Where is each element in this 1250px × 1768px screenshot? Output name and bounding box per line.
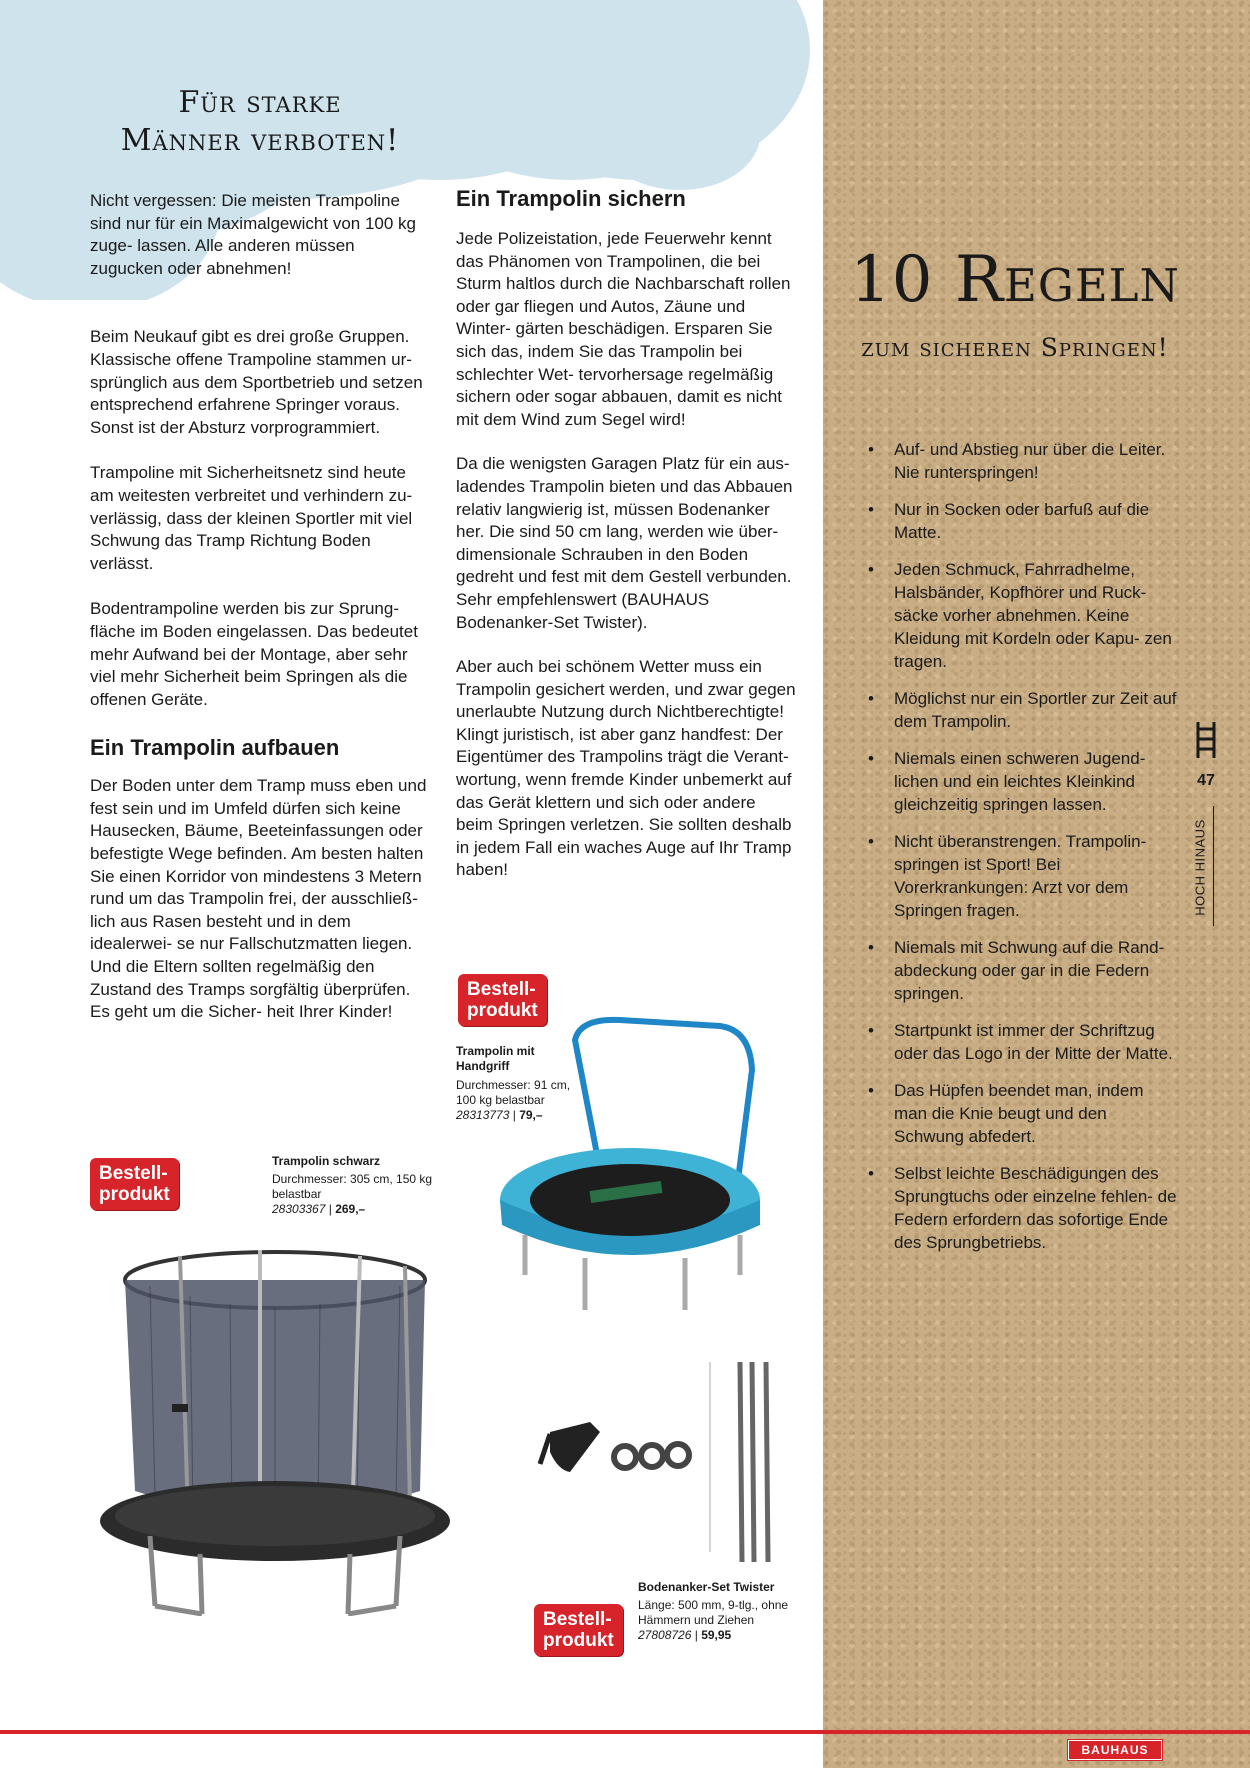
bullet-icon: • xyxy=(868,749,874,768)
paragraph-build: Der Boden unter dem Tramp muss eben und fest sein und im Umfeld dürfen sich keine Hausecken, Bäume, Beeteinfassungen oder befestigte Wege befinden. Am besten halten Sie einen Korridor von mindestens 3 Metern rund um das Trampolin frei, der ausschließ- lich aus Rasen besteht und in dem idealerwei- se nur Fallschutzmatten liegen. Und die Eltern sollten regelmäßig den Zustand des Tramps sorgfältig überprüfen. Es geht um die Sicher- heit Ihrer Kinder! xyxy=(90,776,427,1022)
bullet-icon: • xyxy=(868,832,874,851)
rule-item: • Nicht überanstrengen. Trampolin- springen ist Sport! Bei Vorerkrankungen: Arzt vor dem Springen fragen. xyxy=(868,832,1147,920)
product-price: 59,95 xyxy=(701,1628,732,1642)
ground-anchor-set-image xyxy=(530,1352,790,1592)
section-divider xyxy=(1213,806,1214,926)
rule-item: • Jeden Schmuck, Fahrradhelme, Halsbänder, Kopfhörer und Ruck- säcke vorher abnehmen. Keine Kleidung mit Kordeln oder Kapu- zen tragen. xyxy=(868,560,1172,671)
rules-title-sub: zum sicheren Springen! xyxy=(861,333,1169,362)
article-number: 27808726 xyxy=(638,1628,692,1642)
section-heading-secure: Ein Trampolin sichern xyxy=(456,186,686,211)
rule-item: • Startpunkt ist immer der Schriftzug oder das Logo in der Mitte der Matte. xyxy=(868,1021,1173,1063)
section-heading-build: Ein Trampolin aufbauen xyxy=(90,735,340,761)
intro-paragraph: Nicht vergessen: Die meisten Trampoline sind nur für ein Maximalgewicht von 100 kg zuge- lassen. Alle anderen müssen zugucken oder abnehmen! xyxy=(90,191,416,278)
rule-item: • Niemals mit Schwung auf die Rand- abdeckung oder gar in die Federn springen. xyxy=(868,938,1165,1003)
product-desc: Durchmesser: 305 cm, 150 kg belastbar xyxy=(272,1172,433,1201)
product-price: 269,– xyxy=(335,1202,366,1216)
column-right xyxy=(456,186,796,882)
trampoline-black-image xyxy=(60,1236,500,1616)
paragraph-storm: Jede Polizeistation, jede Feuerwehr kennt das Phänomen von Trampolinen, die bei Sturm haltlos durch die Nachbarschaft rollen oder gar fliegen und Autos, Zäune und Winter- gärten beschädigen. Ersparen Sie sich das, indem Sie das Trampolin bei schlechter Wet- tervorhersage regelmäßig sichern oder sogar abbauen, damit es nicht mit dem Wind zum Segel wird! xyxy=(456,229,791,429)
rule-item: • Auf- und Abstieg nur über die Leiter. Nie runterspringen! xyxy=(868,440,1166,482)
product-price-line: 27808726 | 59,95 xyxy=(638,1628,732,1642)
product-title: Bodenanker-Set Twister xyxy=(638,1580,775,1594)
rule-item: • Niemals einen schweren Jugend- lichen und ein leichtes Kleinkind gleichzeitig springen lassen. xyxy=(868,749,1146,814)
page-number: 47 xyxy=(1197,772,1215,789)
bullet-icon: • xyxy=(868,1021,874,1040)
bullet-icon: • xyxy=(868,500,874,519)
product-price-line: 28313773 | 79,– xyxy=(456,1108,543,1122)
product-price: 79,– xyxy=(519,1108,543,1122)
bullet-icon: • xyxy=(868,560,874,579)
footer-rule xyxy=(0,1730,1250,1734)
order-badge: Bestell- produkt xyxy=(458,974,547,1026)
bauhaus-logo: BAUHAUS xyxy=(1068,1740,1162,1760)
product-info-bodenanker xyxy=(638,1580,808,1643)
paragraph-unauthorized: Aber auch bei schönem Wetter muss ein Trampolin gesichert werden, und zwar gegen unerlaubte Nutzung durch Nichtberechtigte! Klingt juristisch, ist aber ganz handfest: Der Eigentümer des Trampolins trägt die Verant- wortung, wenn fremde Kinder unbemerkt auf das Gerät klettern und sich oder andere beim Springen verletzen. Sie sollten deshalb in jedem Fall ein waches Auge auf Ihr Tramp haben! xyxy=(456,657,796,880)
rule-item: • Selbst leichte Beschädigungen des Sprungtuchs oder einzelne fehlen- de Federn erfordern das sofortige Ende des Sprungbetriebs. xyxy=(868,1164,1177,1252)
order-badge: Bestell- produkt xyxy=(90,1158,179,1210)
paragraph-groups: Beim Neukauf gibt es drei große Gruppen. Klassische offene Trampoline stammen ur- sprünglich aus dem Sportbetrieb und setzen entsprechend erfahrene Springer voraus. Sonst ist der Absturz vorprogrammiert. xyxy=(90,327,423,437)
product-info-trampolin-schwarz xyxy=(272,1154,442,1217)
bullet-icon: • xyxy=(868,440,874,459)
rules-title-main: 10 Regeln xyxy=(850,243,1180,317)
rule-item: • Möglichst nur ein Sportler zur Zeit auf dem Trampolin. xyxy=(868,689,1177,731)
headline-line2: Männer verboten! xyxy=(120,123,400,158)
bullet-icon: • xyxy=(868,689,874,708)
product-title: Trampolin schwarz xyxy=(272,1154,381,1168)
rule-item: • Das Hüpfen beendet man, indem man die Knie beugt und den Schwung abfedert. xyxy=(868,1081,1144,1146)
bullet-icon: • xyxy=(868,1164,874,1183)
headline xyxy=(90,84,430,160)
product-price-line: 28303367 | 269,– xyxy=(272,1202,366,1216)
column-left xyxy=(90,190,430,1024)
section-label: HOCH HINAUS xyxy=(1192,819,1208,916)
paragraph-anchors: Da die wenigsten Garagen Platz für ein aus- ladendes Trampolin bieten und das Abbauen relativ langwierig ist, müssen Bodenanker her. Die sind 50 cm lang, werden wie über- dimensionale Schrauben in den Boden gedreht und fest mit dem Gestell verbunden. Sehr empfehlenswert (BAUHAUS Bodenanker-Set Twister). xyxy=(456,454,793,632)
ladder-icon xyxy=(1194,720,1218,760)
bullet-icon: • xyxy=(868,938,874,957)
order-badge: Bestell- produkt xyxy=(534,1604,623,1656)
rules-list xyxy=(862,438,1178,1268)
rule-item: • Nur in Socken oder barfuß auf die Matte. xyxy=(868,500,1150,542)
product-desc: Durchmesser: 91 cm, 100 kg belastbar xyxy=(456,1078,571,1107)
paragraph-ground-trampoline: Bodentrampoline werden bis zur Sprung- fläche im Boden eingelassen. Das bedeutet mehr Aufwand bei der Montage, aber sehr viel mehr Sicherheit beim Springen als die offenen Geräte. xyxy=(90,599,418,709)
headline-line1: Für starke xyxy=(178,85,342,120)
trampoline-handle-image xyxy=(480,1010,790,1340)
paragraph-safety-net: Trampoline mit Sicherheitsnetz sind heute am weitesten verbreitet und verhindern zu- verlässig, dass der kleinen Sportler mit viel Schwung das Tramp Richtung Boden verlässt. xyxy=(90,463,413,573)
article-number: 28313773 xyxy=(456,1108,510,1122)
product-title: Trampolin mit Handgriff xyxy=(456,1044,535,1073)
article-number: 28303367 xyxy=(272,1202,326,1216)
bullet-icon: • xyxy=(868,1081,874,1100)
product-desc: Länge: 500 mm, 9-tlg., ohne Hämmern und Ziehen xyxy=(638,1598,789,1627)
rules-title xyxy=(850,240,1180,366)
